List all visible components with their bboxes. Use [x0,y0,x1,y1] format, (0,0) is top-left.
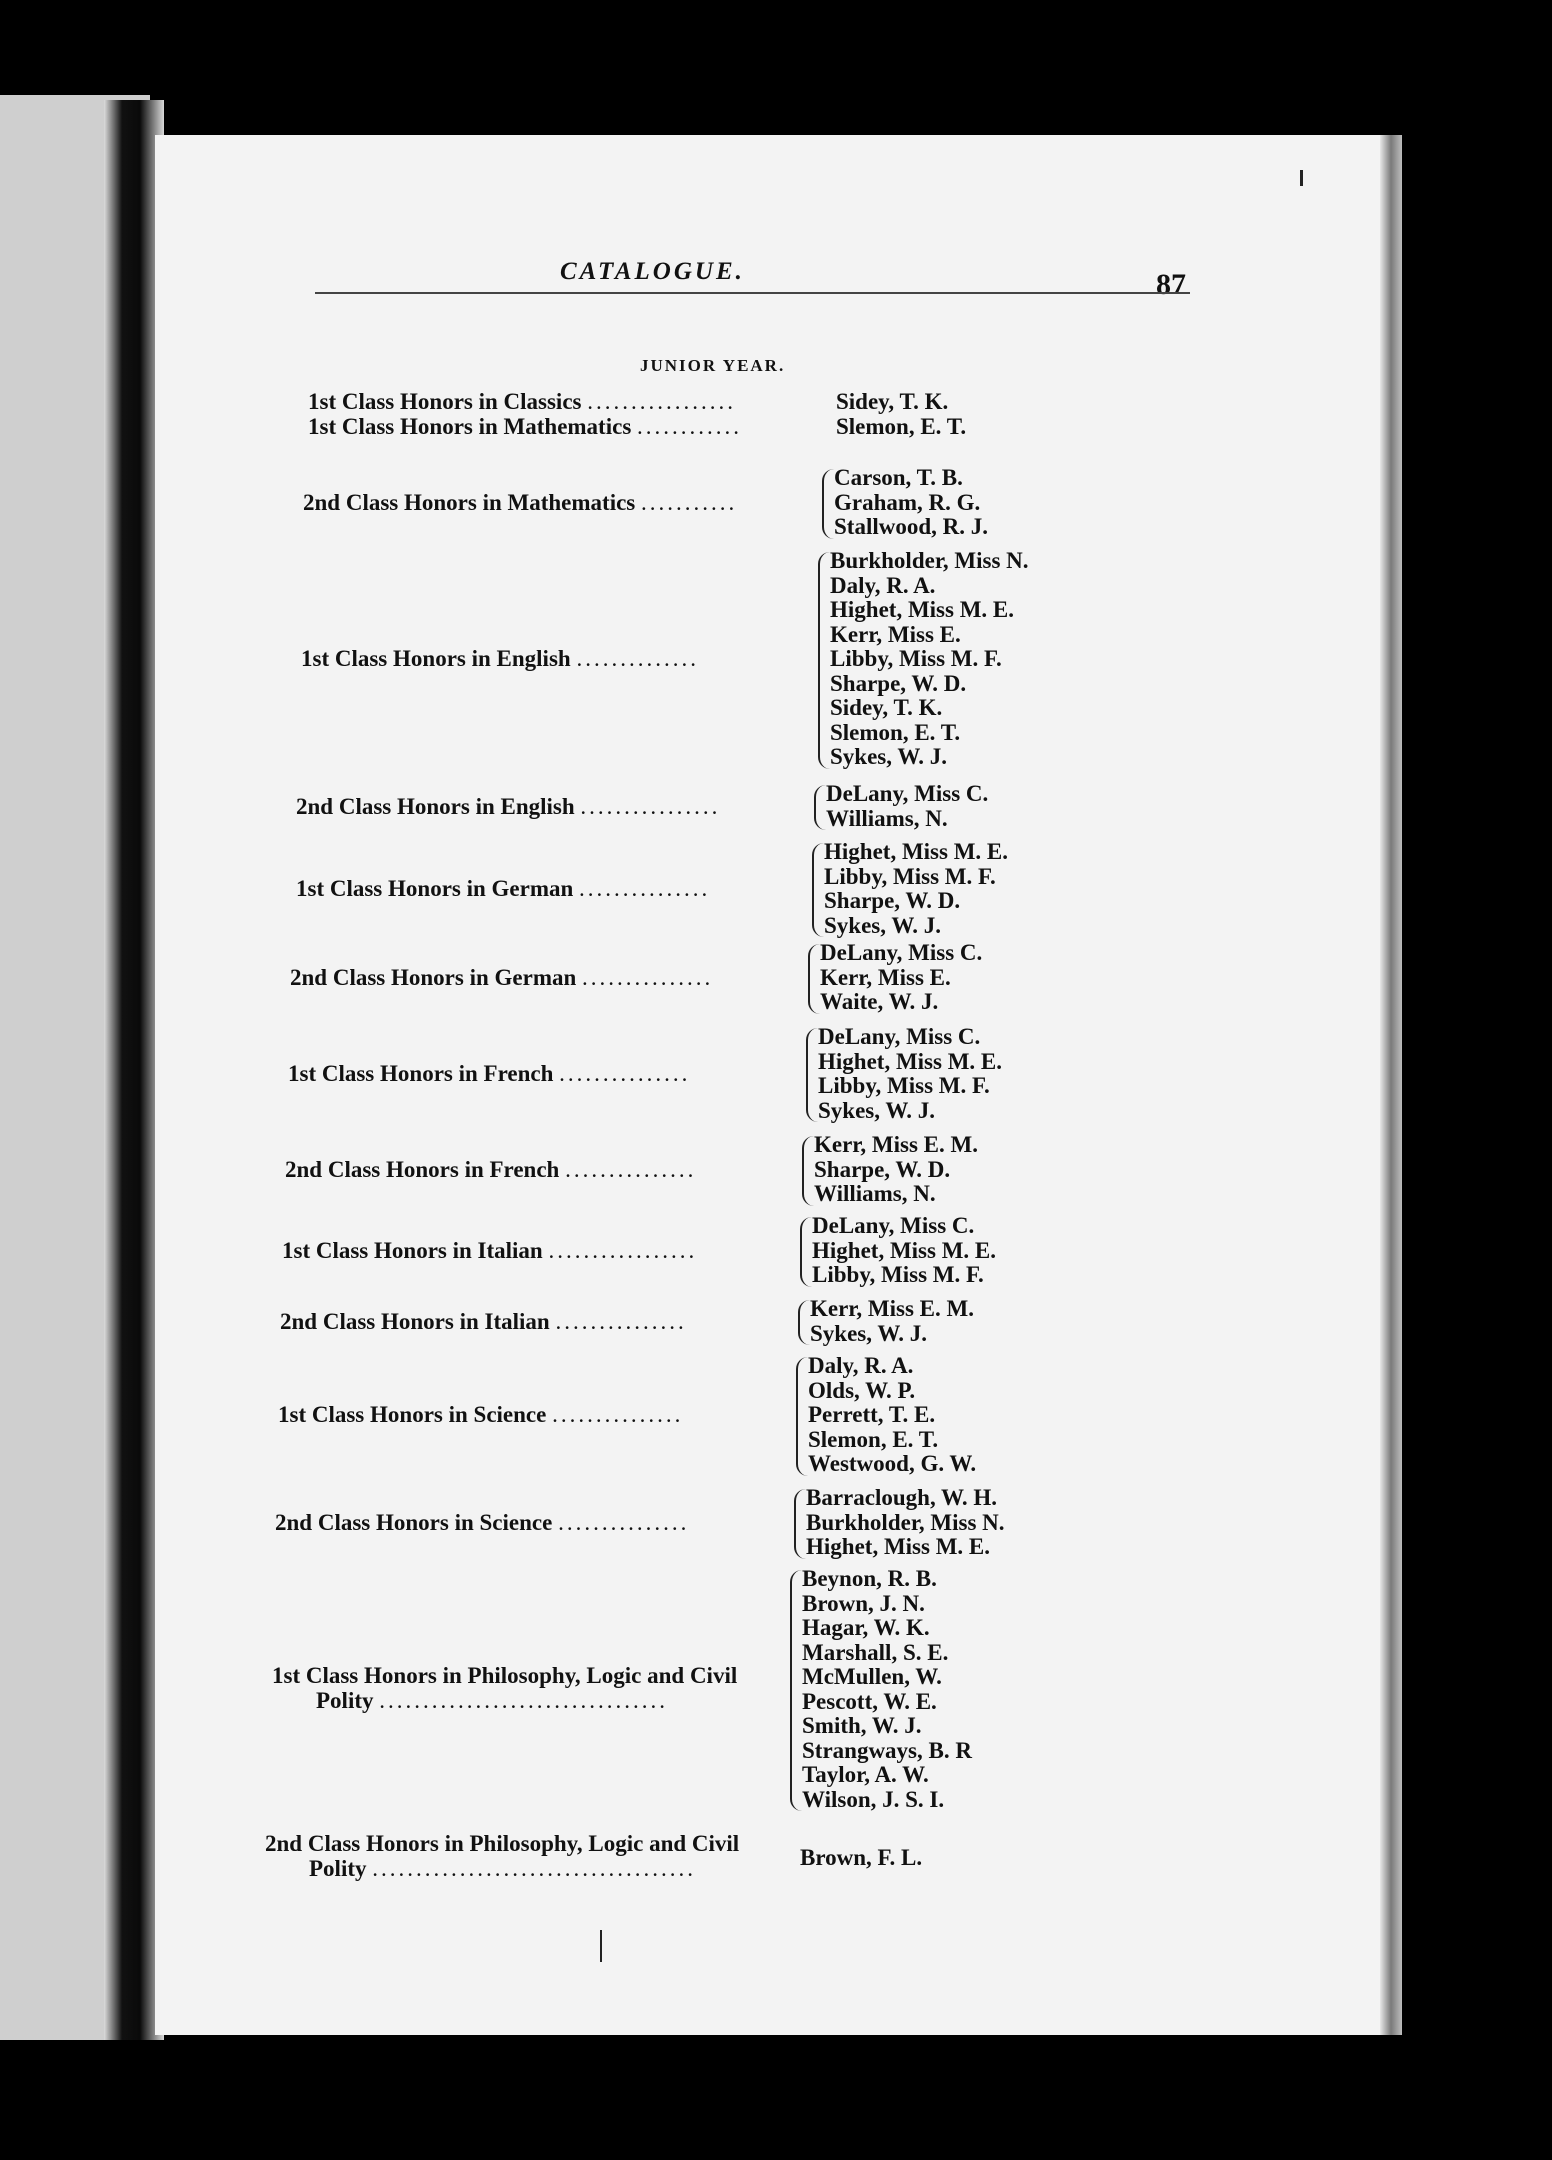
group-brace [822,469,838,539]
leader-dots: ................................. [379,1687,668,1713]
honoree-name: Carson, T. B. [834,465,963,490]
leader-dots: ............... [582,964,714,990]
honoree-name: Highet, Miss M. E. [806,1534,990,1559]
honoree-list [820,941,982,1015]
honor-category-line2: Polity [316,1687,374,1713]
group-brace [790,1570,806,1811]
honoree-list [818,1025,1002,1123]
leader-dots: ............... [552,1402,684,1428]
honoree-name: Hagar, W. K. [802,1615,930,1640]
leader-dots: ............ [637,414,743,440]
honoree-name: Libby, Miss M. F. [830,646,1002,671]
running-head: CATALOGUE. [560,258,745,285]
honoree-list [824,840,1008,938]
stray-mark [1300,170,1303,186]
group-brace [802,1136,818,1206]
honoree-name: Sharpe, W. D. [830,670,967,696]
honoree-name: Sharpe, W. D. [824,888,961,913]
honoree-name: Kerr, Miss E. [830,621,961,647]
honoree-name: Sykes, W. J. [824,912,941,938]
honor-category [301,646,699,672]
honoree-name: Highet, Miss M. E. [824,839,1008,864]
leader-dots: ............... [555,1308,687,1334]
honoree-name: Slemon, E. T. [808,1426,939,1452]
honoree-name: Sykes, W. J. [830,744,947,769]
group-brace [794,1489,810,1559]
honoree-name: Libby, Miss M. F. [812,1262,984,1287]
honoree-name: Stallwood, R. J. [834,514,988,539]
honoree-name: Brown, F. L. [800,1845,923,1870]
group-brace [798,1300,814,1345]
leader-dots: ........... [641,489,738,515]
honoree-name: Libby, Miss M. F. [818,1073,990,1098]
honor-category-line1: 2nd Class Honors in Philosophy, Logic and Civil [265,1831,740,1857]
honoree-name: Williams, N. [826,805,948,831]
leader-dots: ................ [580,793,721,819]
honoree-name: Perrett, T. E. [808,1402,936,1427]
group-brace [818,552,834,769]
honoree-name: Sykes, W. J. [810,1320,927,1346]
honoree-name: Burkholder, Miss N. [806,1509,1005,1535]
group-brace [808,944,824,1014]
honor-category-text: 1st Class Honors in German [296,876,574,901]
honoree-name: Sidey, T. K. [830,695,943,720]
honor-category-text: 1st Class Honors in Science [278,1402,547,1428]
group-brace [806,1028,822,1122]
honor-category-text: 1st Class Honors in Classics [308,389,582,415]
honor-category [296,794,720,820]
honor-category-text: 1st Class Honors in Mathematics [308,414,632,440]
leader-dots: ................. [548,1237,698,1263]
honoree-name: Kerr, Miss E. M. [814,1132,978,1157]
header-rule [315,292,1190,294]
stray-mark [600,1930,602,1962]
honoree-list [826,782,988,831]
honoree-list [830,549,1029,770]
honor-category-text: 1st Class Honors in English [301,646,571,672]
honor-category-text: 1st Class Honors in French [288,1061,554,1086]
leader-dots: ............... [559,1061,691,1086]
honoree-name: Westwood, G. W. [808,1451,977,1476]
honoree-list [802,1567,972,1812]
honoree-list [800,1846,922,1871]
honoree-name: Beynon, R. B. [802,1566,937,1591]
leader-dots: .............. [576,646,699,672]
honoree-name: Barraclough, W. H. [806,1485,998,1510]
honor-category [285,1157,696,1183]
honoree-name: Sidey, T. K. [836,389,949,414]
honoree-name: DeLany, Miss C. [820,940,983,965]
honoree-name: Taylor, A. W. [802,1762,929,1787]
honoree-list [806,1486,1005,1560]
leader-dots: ................. [587,389,736,415]
honor-category [303,490,737,516]
honoree-list [814,1133,978,1207]
honor-category-text: 2nd Class Honors in Science [275,1509,553,1535]
honor-category-text: 2nd Class Honors in English [296,793,575,819]
group-brace [814,785,830,830]
honoree-name: Smith, W. J. [802,1713,922,1738]
section-heading: JUNIOR YEAR. [640,356,786,375]
honoree-list [836,415,966,440]
honor-category [288,1061,690,1087]
honoree-name: Slemon, E. T. [836,414,967,439]
honoree-name: Pescott, W. E. [802,1688,937,1714]
honor-category-text: 2nd Class Honors in German [290,964,577,990]
honoree-name: Libby, Miss M. F. [824,863,996,889]
page-number: 87 [1156,268,1186,301]
honoree-name: Waite, W. J. [820,989,939,1014]
group-brace [796,1357,812,1476]
honor-category-line1: 1st Class Honors in Philosophy, Logic and Civil [272,1662,738,1688]
honoree-name: Slemon, E. T. [830,719,961,745]
honoree-name: DeLany, Miss C. [812,1213,975,1238]
honor-category-text: 2nd Class Honors in Italian [280,1308,550,1334]
honoree-list [836,390,948,415]
honoree-list [808,1354,976,1477]
honor-category [265,1831,739,1881]
honoree-name: Daly, R. A. [808,1353,914,1378]
honoree-name: Daly, R. A. [830,572,936,598]
honoree-name: Graham, R. G. [834,489,981,515]
honoree-list [834,466,988,540]
honor-category [275,1510,689,1536]
honor-category [282,1238,697,1264]
leader-dots: ............... [579,876,711,901]
honoree-name: Sykes, W. J. [818,1097,935,1123]
leader-dots: ..................................... [372,1856,696,1882]
group-brace [812,843,828,937]
honor-category-text: 1st Class Honors in Italian [282,1237,543,1263]
honor-category [272,1663,737,1713]
honor-category [280,1309,687,1335]
honoree-name: Highet, Miss M. E. [812,1237,996,1263]
group-brace [800,1217,816,1287]
honoree-name: Olds, W. P. [808,1377,916,1403]
honor-category-text: 2nd Class Honors in French [285,1156,560,1182]
honoree-name: Strangways, B. R [802,1737,972,1763]
honoree-name: Burkholder, Miss N. [830,548,1029,573]
honor-category [278,1402,683,1428]
honoree-name: Sharpe, W. D. [814,1156,951,1182]
honor-category-text: 2nd Class Honors in Mathematics [303,489,636,515]
honoree-name: Highet, Miss M. E. [818,1048,1002,1074]
honoree-list [810,1297,974,1346]
honor-category [308,389,736,415]
leader-dots: ............... [558,1509,690,1535]
leader-dots: ............... [565,1156,697,1182]
honoree-name: DeLany, Miss C. [818,1024,981,1049]
honoree-name: Williams, N. [814,1181,936,1206]
honoree-name: McMullen, W. [802,1664,942,1689]
page-right-edge [1380,135,1402,2035]
honor-category [290,965,713,991]
honoree-name: Wilson, J. S. I. [802,1786,945,1812]
honor-category [308,414,742,440]
honoree-name: Highet, Miss M. E. [830,597,1014,622]
honoree-name: Kerr, Miss E. [820,964,951,990]
honoree-list [812,1214,996,1288]
honoree-name: Marshall, S. E. [802,1639,949,1665]
honoree-name: Brown, J. N. [802,1590,925,1616]
honoree-name: DeLany, Miss C. [826,781,989,806]
honoree-name: Kerr, Miss E. M. [810,1296,974,1321]
honor-category [296,876,710,902]
honor-category-line2: Polity [309,1856,367,1882]
